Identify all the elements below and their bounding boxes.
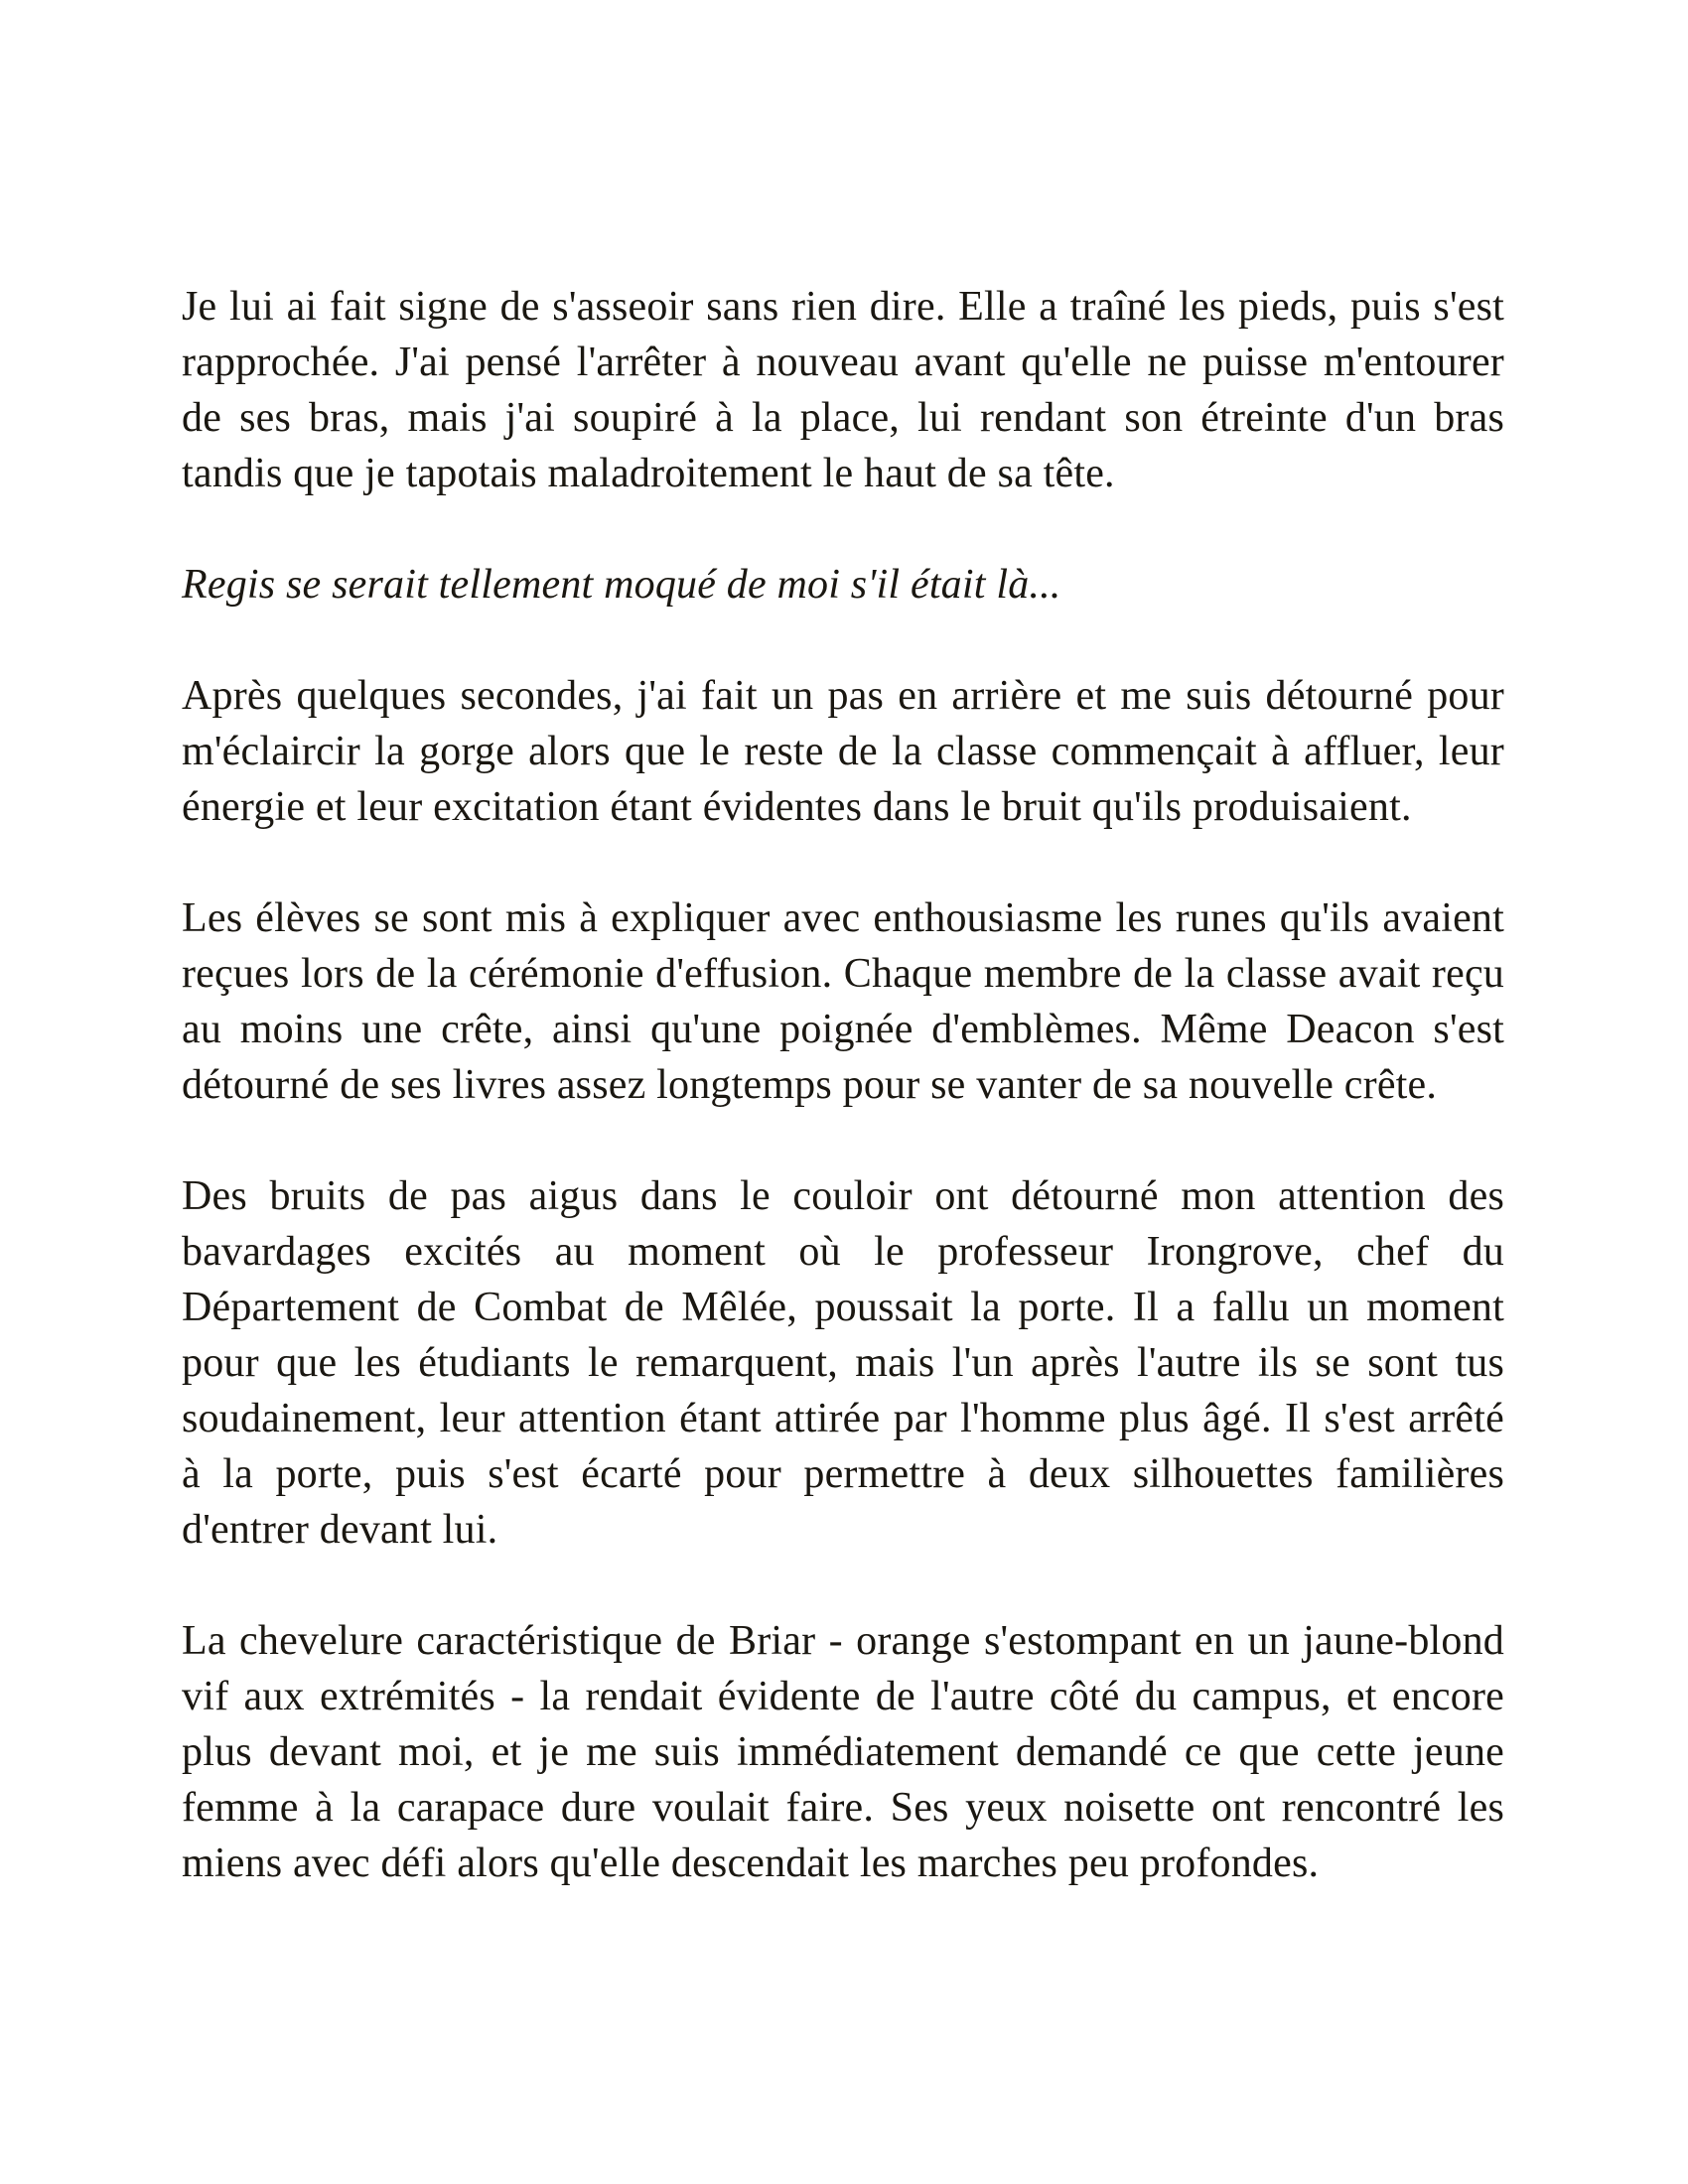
paragraph-3: Après quelques secondes, j'ai fait un pas en arrière et me suis détourné pour m'éclaircir la gorge alors que le reste de la classe commençait à affluer, leur énergie et leur excitation étant évidentes dans le bruit qu'ils produisaient.: [182, 673, 1504, 830]
text-block: [182, 279, 1504, 1891]
paragraph-5: Des bruits de pas aigus dans le couloir ont détourné mon attention des bavardages excités au moment où le professeur Irongrove, chef du Département de Combat de Mêlée, poussait la porte. Il a fallu un moment pour que les étudiants le remarquent, mais l'un après l'autre ils se sont tus soudainement, leur attention étant attirée par l'homme plus âgé. Il s'est arrêté à la porte, puis s'est écarté pour permettre à deux silhouettes familières d'entrer devant lui.: [182, 1173, 1504, 1553]
paragraph-1: Je lui ai fait signe de s'asseoir sans rien dire. Elle a traîné les pieds, puis s'est rapprochée. J'ai pensé l'arrêter à nouveau avant qu'elle ne puisse m'entourer de ses bras, mais j'ai soupiré à la place, lui rendant son étreinte d'un bras tandis que je tapotais maladroitement le haut de sa tête.: [182, 284, 1504, 496]
paragraph-2-italic-thought: Regis se serait tellement moqué de moi s'il était là...: [182, 562, 1061, 608]
paragraph-6: La chevelure caractéristique de Briar - orange s'estompant en un jaune-blond vif aux extrémités - la rendait évidente de l'autre côté du campus, et encore plus devant moi, et je me suis immédiatement demandé ce que cette jeune femme à la carapace dure voulait faire. Ses yeux noisette ont rencontré les miens avec défi alors qu'elle descendait les marches peu profondes.: [182, 1618, 1504, 1886]
paragraph-4: Les élèves se sont mis à expliquer avec enthousiasme les runes qu'ils avaient reçues lors de la cérémonie d'effusion. Chaque membre de la classe avait reçu au moins une crête, ainsi qu'une poignée d'emblèmes. Même Deacon s'est détourné de ses livres assez longtemps pour se vanter de sa nouvelle crête.: [182, 895, 1504, 1108]
